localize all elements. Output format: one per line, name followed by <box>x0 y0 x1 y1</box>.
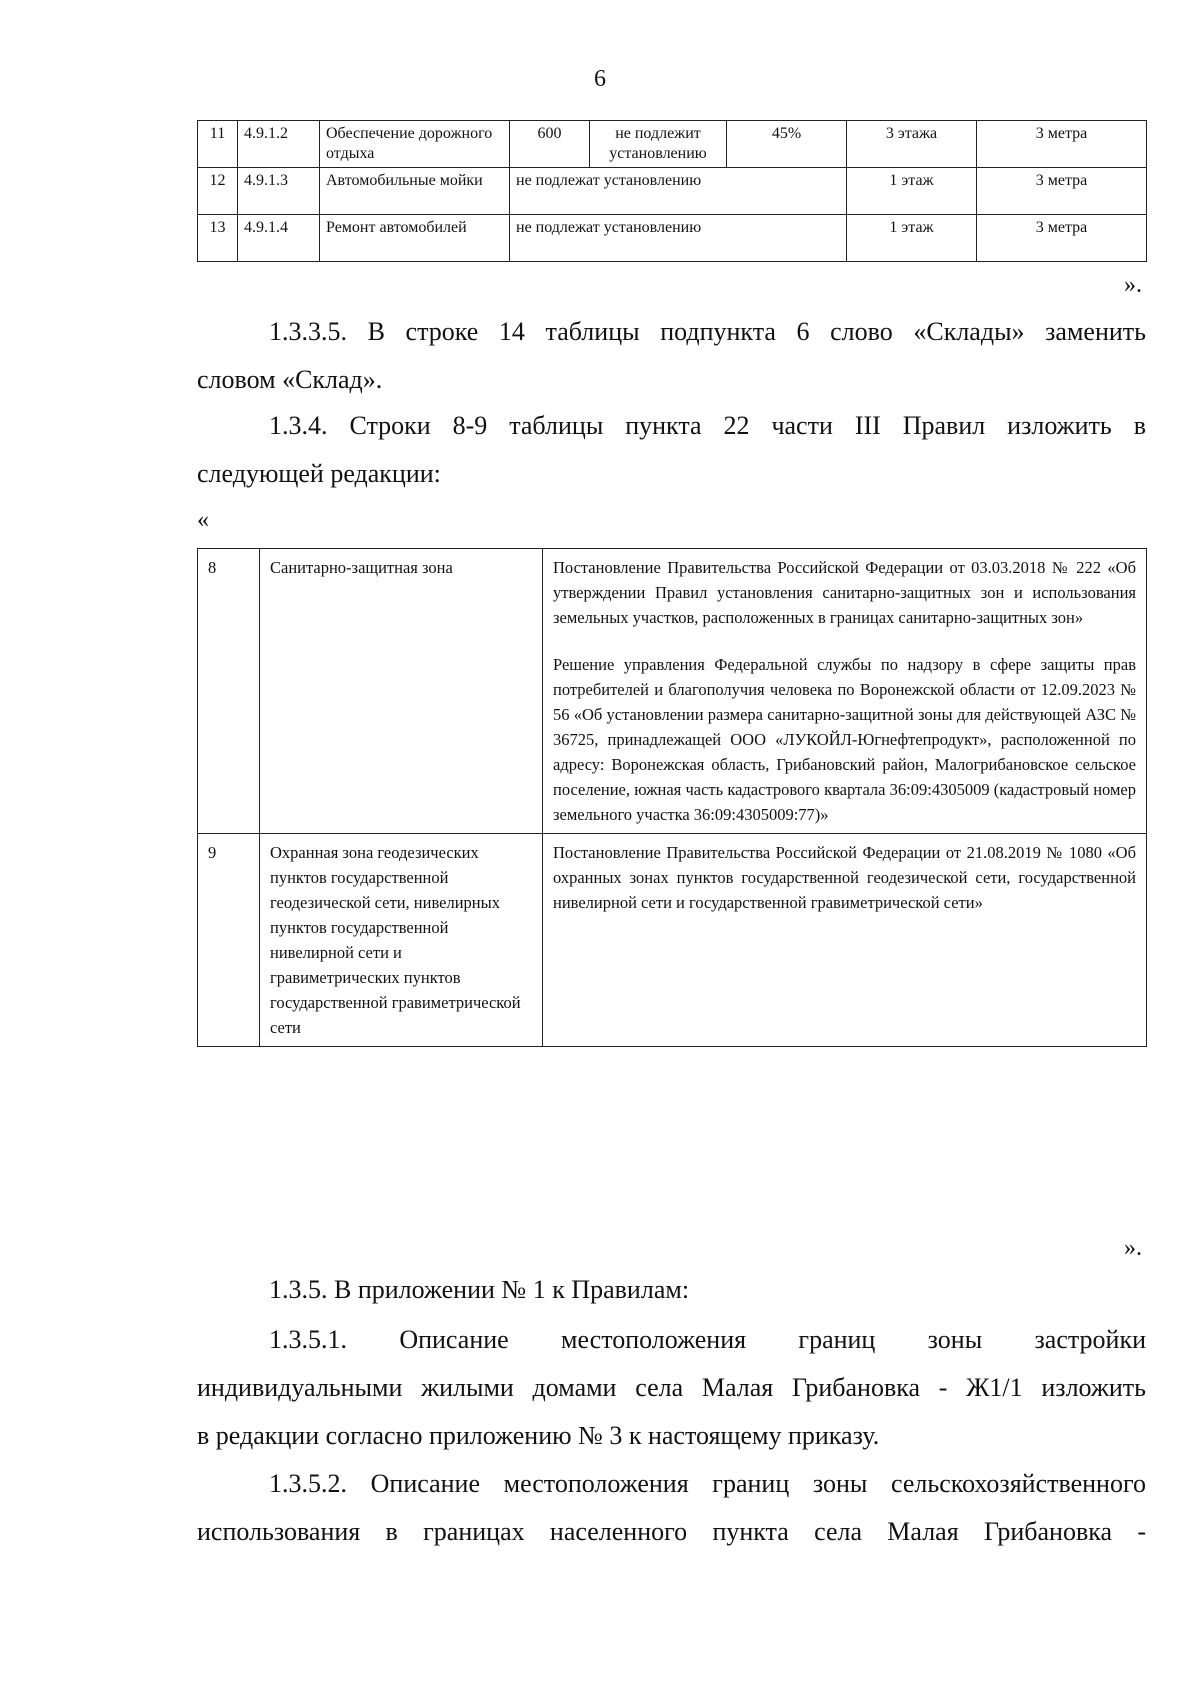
paragraph-1-3-3-5 <box>197 308 1146 404</box>
row-floors: 1 этаж <box>847 168 977 215</box>
paragraph-1-3-5-2 <box>197 1460 1146 1556</box>
table-row <box>198 168 1147 215</box>
row-setback: 3 метра <box>977 215 1147 262</box>
row-number: 12 <box>198 168 238 215</box>
table2-open-quote: « <box>197 507 209 533</box>
paragraph-line: 1.3.3.5. В строке 14 таблицы подпункта 6 слово «Склады» заменить <box>269 317 1146 346</box>
row-setback: 3 метра <box>977 168 1147 215</box>
paragraph-1-3-5 <box>197 1266 1146 1314</box>
row-name: Ремонт автомобилей <box>320 215 510 262</box>
paragraph-line: 1.3.5.1. Описание местоположения границ зоны застройки <box>269 1325 1146 1354</box>
row-zone: Санитарно-защитная зона <box>260 549 543 834</box>
legal-text: Постановление Правительства Российской Федерации от 03.03.2018 № 222 «Об утверждении Правил установления санитарно-защитных зон и использования земельных участков, расположенных в границах санитарно-защитных зон» <box>553 558 1136 627</box>
row-setback: 3 метра <box>977 121 1147 168</box>
paragraph-line: следующей редакции: <box>197 459 441 488</box>
permitted-use-table <box>197 120 1147 262</box>
row-code: 4.9.1.2 <box>238 121 320 168</box>
row-name: Автомобильные мойки <box>320 168 510 215</box>
paragraph-line: индивидуальными жилыми домами села Малая Грибановка - Ж1/1 изложить <box>197 1373 1146 1402</box>
paragraph-line: использования в границах населенного пункта села Малая Грибановка - <box>197 1517 1146 1546</box>
row-number: 11 <box>198 121 238 168</box>
row-merged-text: не подлежат установлению <box>510 215 847 262</box>
zones-table <box>197 548 1147 1047</box>
row-floors: 1 этаж <box>847 215 977 262</box>
table-row <box>198 121 1147 168</box>
row-number: 13 <box>198 215 238 262</box>
paragraph-1-3-4 <box>197 402 1146 498</box>
row-legal-basis <box>543 834 1147 1047</box>
row-code: 4.9.1.3 <box>238 168 320 215</box>
table-row <box>198 834 1147 1047</box>
paragraph-line: 1.3.5. В приложении № 1 к Правилам: <box>269 1275 690 1304</box>
row-legal-basis <box>543 549 1147 834</box>
table1-close-quote: ». <box>1124 272 1142 298</box>
table2-close-quote: ». <box>1124 1235 1142 1261</box>
row-name: Обеспечение дорожного отдыха <box>320 121 510 168</box>
page-number: 6 <box>594 66 606 92</box>
row-percent: 45% <box>727 121 847 168</box>
row-merged-text: не подлежат установлению <box>510 168 847 215</box>
row-indent-rule: не подлежит установлению <box>590 121 727 168</box>
row-zone: Охранная зона геодезических пунктов государственной геодезической сети, нивелирных пунктов государственной нивелирной сети и гравиметрических пунктов государственной гравиметрической сети <box>260 834 543 1047</box>
legal-text: Постановление Правительства Российской Федерации от 21.08.2019 № 1080 «Об охранных зонах пунктов государственной геодезической сети, государственной нивелирной сети и государственной гравиметрической сети» <box>553 843 1136 912</box>
table-row <box>198 215 1147 262</box>
paragraph-1-3-5-1 <box>197 1316 1146 1460</box>
table-row <box>198 549 1147 834</box>
paragraph-line: 1.3.4. Строки 8-9 таблицы пункта 22 части III Правил изложить в <box>269 411 1146 440</box>
row-number: 8 <box>198 549 260 834</box>
row-area: 600 <box>510 121 590 168</box>
legal-text: Решение управления Федеральной службы по надзору в сфере защиты прав потребителей и благополучия человека по Воронежской области от 12.09.2023 № 56 «Об установлении размера санитарно-защитной зоны для действующей АЗС № 36725, принадлежащей ООО «ЛУКОЙЛ-Югнефтепродукт», расположенной по адресу: Воронежская область, Грибановский район, Малогрибановское сельское поселение, южная часть кадастрового квартала 36:09:4305009 (кадастровый номер земельного участка 36:09:4305009:77)» <box>553 655 1136 824</box>
row-number: 9 <box>198 834 260 1047</box>
row-floors: 3 этажа <box>847 121 977 168</box>
paragraph-line: словом «Склад». <box>197 365 383 394</box>
paragraph-line: 1.3.5.2. Описание местоположения границ зоны сельскохозяйственного <box>269 1469 1146 1498</box>
paragraph-line: в редакции согласно приложению № 3 к настоящему приказу. <box>197 1421 880 1450</box>
row-code: 4.9.1.4 <box>238 215 320 262</box>
